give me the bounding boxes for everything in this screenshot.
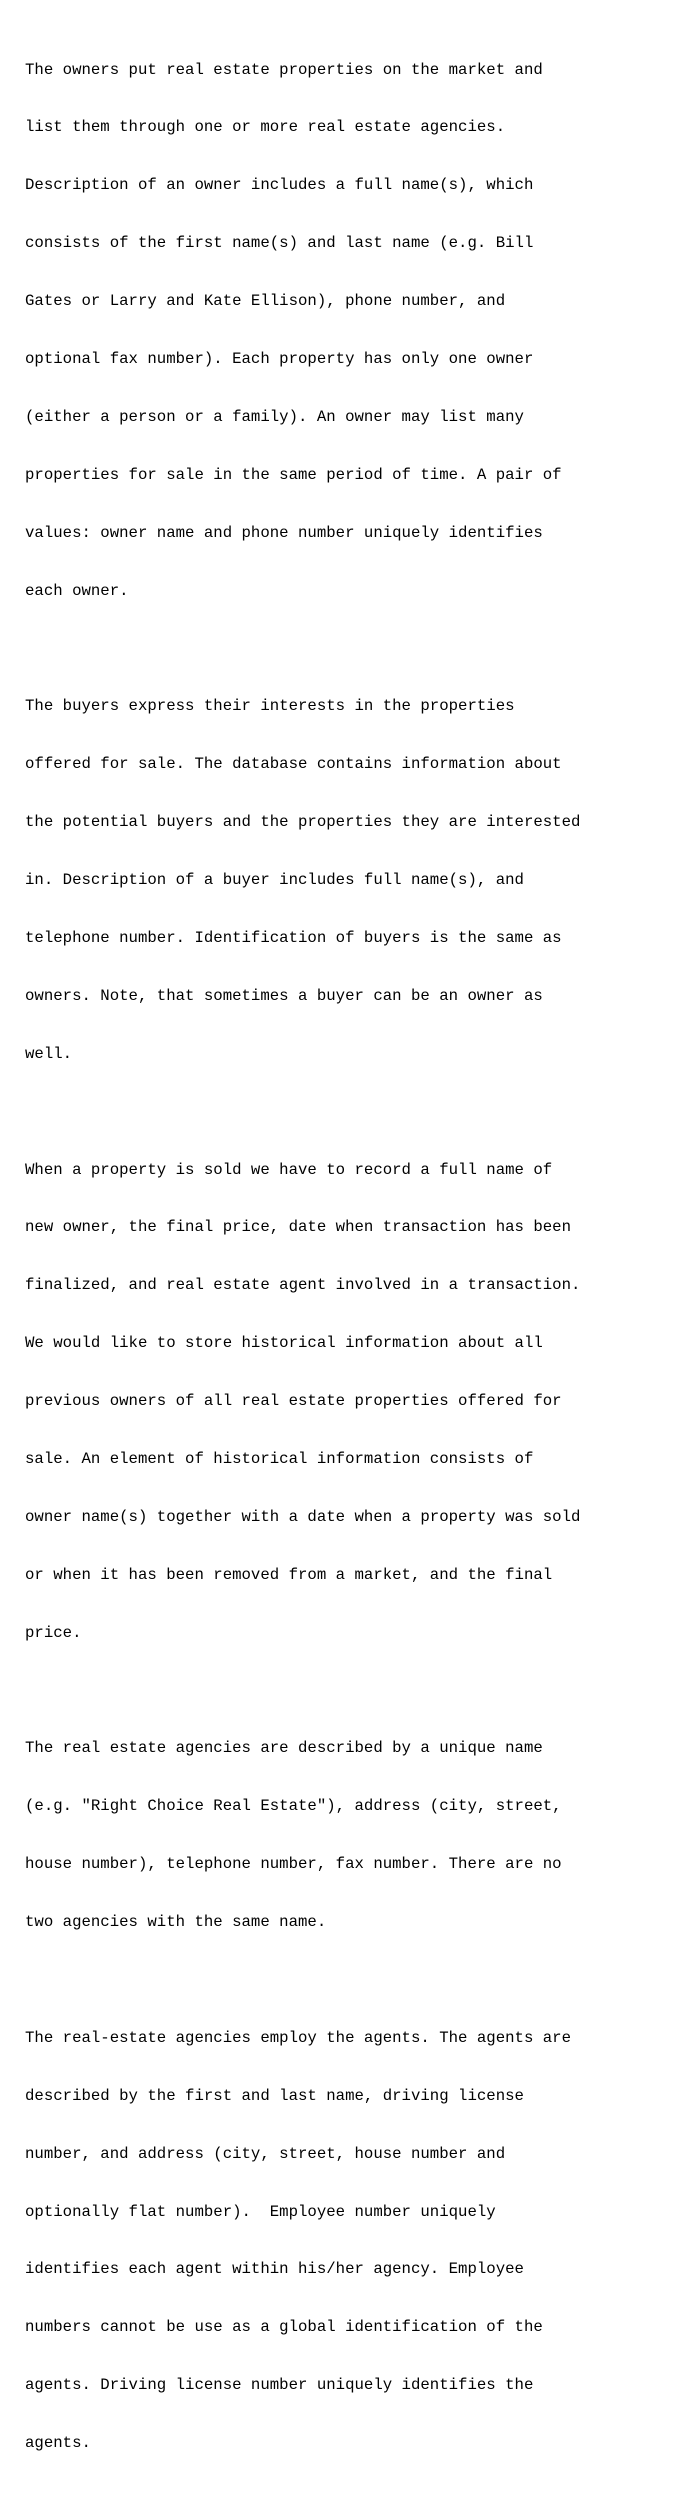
text-line: offered for sale. The database contains information about [25,755,562,774]
text-line: properties for sale in the same period of time. A pair of [25,465,562,484]
text-line: each owner. [25,581,129,600]
text-line: list them through one or more real estate agencies. [25,118,506,137]
text-line: price. [25,1623,82,1642]
text-line: agents. [25,2434,91,2453]
text-line: consists of the first name(s) and last name (e.g. Bill [25,234,534,253]
paragraph-buyers [25,659,685,1103]
text-line: telephone number. Identification of buyers is the same as [25,928,562,947]
paragraph-agents [25,1990,685,2492]
paragraph-agencies [25,1701,685,1971]
text-line: numbers cannot be use as a global identification of the [25,2318,543,2337]
paragraph-sales [25,1122,685,1682]
text-line: The owners put real estate properties on the market and [25,60,543,79]
text-line: Description of an owner includes a full name(s), which [25,176,534,195]
paragraph-owners [25,22,685,640]
text-line: (either a person or a family). An owner may list many [25,407,524,426]
text-line: values: owner name and phone number uniquely identifies [25,523,543,542]
text-line: agents. Driving license number uniquely identifies the [25,2376,534,2395]
text-line: number, and address (city, street, house number and [25,2144,506,2163]
text-line: previous owners of all real estate properties offered for [25,1392,562,1411]
text-line: owner name(s) together with a date when a property was sold [25,1507,581,1526]
text-line: (e.g. "Right Choice Real Estate"), address (city, street, [25,1797,562,1816]
text-line: When a property is sold we have to record a full name of [25,1160,553,1179]
document-body [25,22,685,2511]
text-line: optionally flat number). Employee number uniquely [25,2202,496,2221]
text-line: new owner, the final price, date when transaction has been [25,1218,572,1237]
text-line: optional fax number). Each property has only one owner [25,350,534,369]
text-line: The real-estate agencies employ the agents. The agents are [25,2028,572,2047]
text-line: described by the first and last name, driving license [25,2086,524,2105]
text-line: the potential buyers and the properties they are interested [25,813,581,832]
text-line: two agencies with the same name. [25,1913,327,1932]
text-line: owners. Note, that sometimes a buyer can be an owner as [25,986,543,1005]
text-line: sale. An element of historical information consists of [25,1449,534,1468]
text-line: identifies each agent within his/her agency. Employee [25,2260,524,2279]
text-line: Gates or Larry and Kate Ellison), phone number, and [25,292,506,311]
text-line: The real estate agencies are described by a unique name [25,1739,543,1758]
text-line: The buyers express their interests in the properties [25,697,515,716]
text-line: or when it has been removed from a market, and the final [25,1565,553,1584]
text-line: well. [25,1044,73,1063]
text-line: We would like to store historical information about all [25,1334,543,1353]
text-line: in. Description of a buyer includes full name(s), and [25,871,524,890]
text-line: house number), telephone number, fax number. There are no [25,1855,562,1874]
text-line: finalized, and real estate agent involved in a transaction. [25,1276,581,1295]
